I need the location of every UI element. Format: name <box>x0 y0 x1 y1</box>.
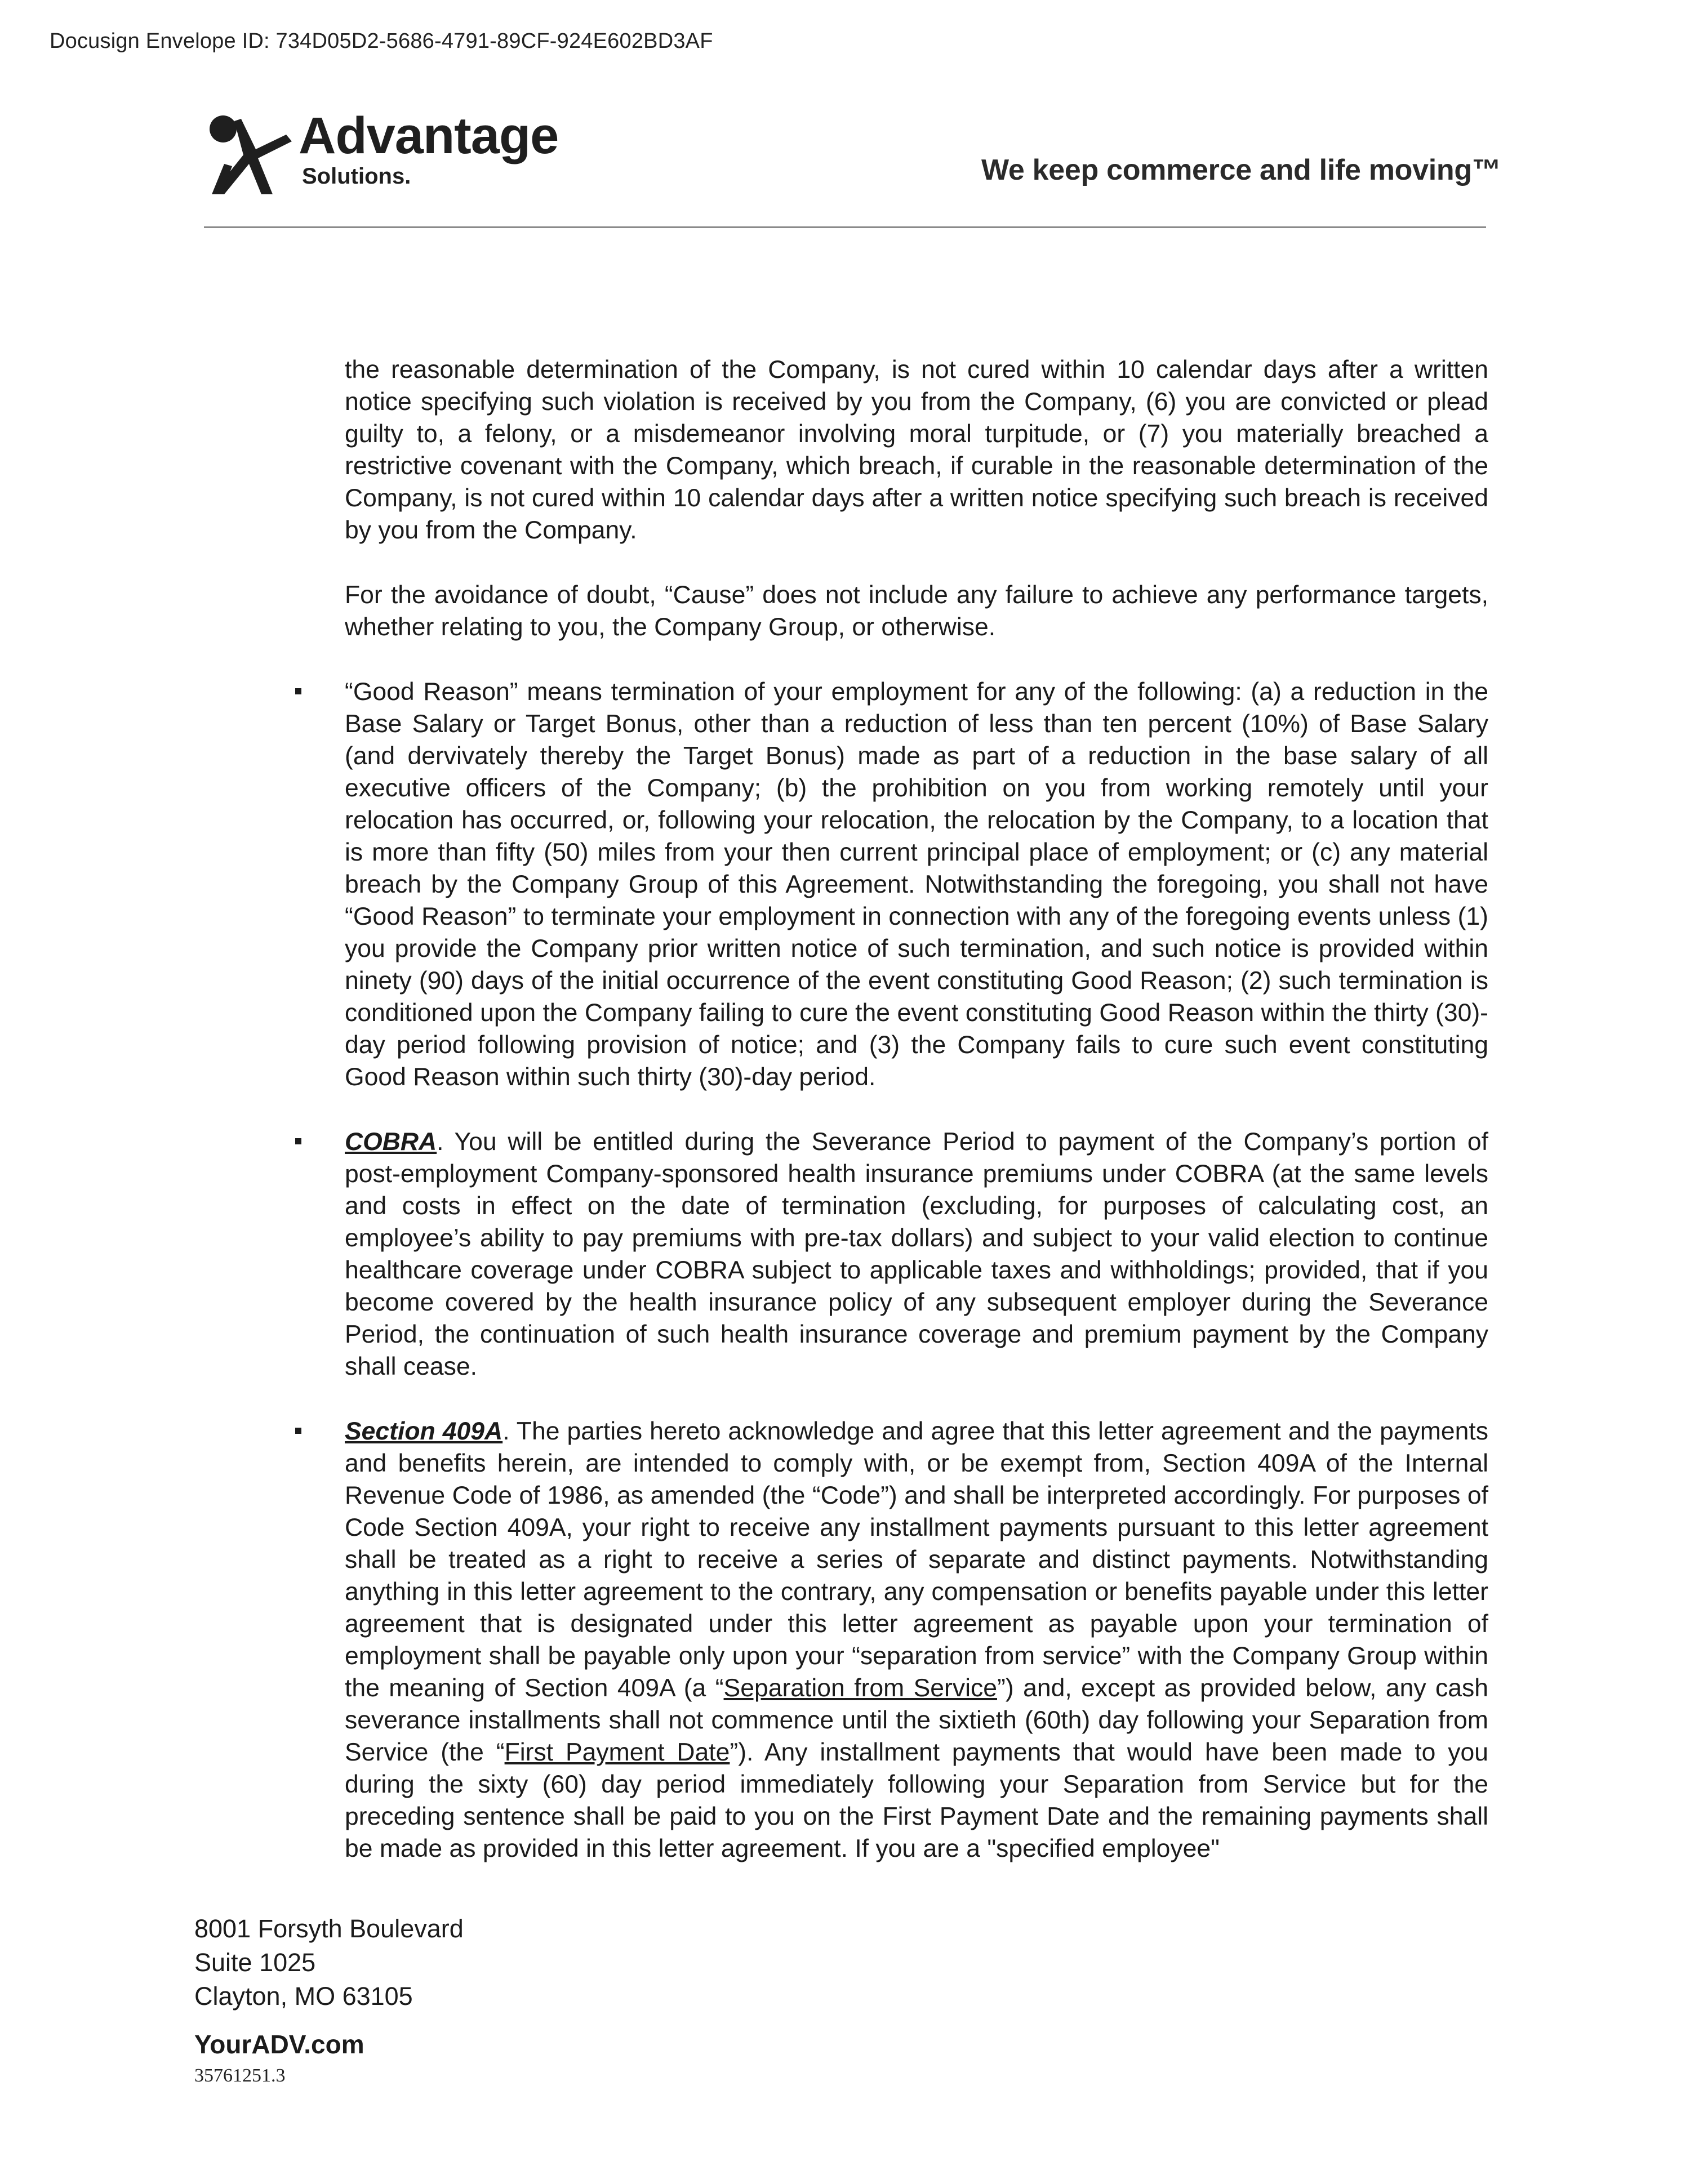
section-409a-text-1: . The parties hereto acknowledge and agree that this letter agreement and the payments and benefits herein, are intended to comply with, or be exempt from, Section 409A of the Internal Revenue Code of 1986, as amended (the “Code”) and shall be interpreted accordingly. For purposes of Code Section 409A, your right to receive any installment payments pursuant to this letter agreement shall be treated as a right to receive a series of separate and distinct payments. Notwithstanding anything in this letter agreement to the contrary, any compensation or benefits payable under this letter agreement that is designated under this letter agreement as payable upon your termination of employment shall be payable only upon your “separation from service” with the Company Group within the meaning of Section 409A (a “ <box>345 1418 1488 1702</box>
bullet-icon <box>295 1428 301 1434</box>
bullet-icon <box>295 688 301 694</box>
address-line-2: Suite 1025 <box>194 1948 316 1977</box>
section-409a-heading: Section 409A <box>345 1418 503 1445</box>
good-reason-text: “Good Reason” means termination of your employment for any of the following: (a) a reduction in the Base Salary or Target Bonus, other than a reduction of less than ten percent (10%) of Base Salary (and dervivately thereby the Target Bonus) made as part of a reduction in the base salary of all executive officers of the Company; (b) the prohibition on you from working remotely until your relocation has occurred, or, following your relocation, the relocation by the Company, to a location that is more than fifty (50) miles from your then current principal place of employment; or (c) any material breach by the Company Group of this Agreement. Notwithstanding the foregoing, you shall not have “Good Reason” to terminate your employment in connection with any of the foregoing events unless (1) you provide the Company prior written notice of such termination, and such notice is provided within ninety (90) days of the initial occurrence of the event constituting Good Reason; (2) such termination is conditioned upon the Company failing to cure the event constituting Good Reason within the thirty (30)-day period following provision of notice; and (3) the Company fails to cure such event constituting Good Reason within such thirty (30)-day period. <box>345 678 1488 1091</box>
list-item-cobra <box>345 1126 1488 1383</box>
section-409a-text-2: ”) and, except as provided below, any cash severance installments shall not commence until the sixtieth (60th) day following your Separation from Service (the “ <box>345 1674 1488 1766</box>
cause-clarification: For the avoidance of doubt, “Cause” does not include any failure to achieve any performance targets, whether relating to you, the Company Group, or otherwise. <box>345 581 1488 641</box>
advantage-figure-icon <box>202 110 297 194</box>
document-number: 35761251.3 <box>194 2065 286 2086</box>
address-line-1: 8001 Forsyth Boulevard <box>194 1914 464 1943</box>
tagline: We keep commerce and life moving™ <box>981 154 1501 186</box>
logo-wordmark: Advantage <box>299 107 559 164</box>
list-item-section-409a <box>345 1415 1488 1865</box>
section-409a-text-3: ”). Any installment payments that would have been made to you during the sixty (60) day period immediately following your Separation from Service but for the preceding sentence shall be paid to you on the First Payment Date and the remaining payments shall be made as provided in this letter agreement. If you are a "specified employee" <box>345 1739 1488 1862</box>
terms-list <box>345 676 1488 1865</box>
separation-from-service-term: Separation from Service <box>723 1674 998 1702</box>
first-payment-date-term: First Payment Date <box>504 1739 730 1766</box>
list-item-good-reason <box>345 676 1488 1093</box>
logo-subtitle: Solutions. <box>302 164 411 189</box>
header-divider <box>204 226 1486 228</box>
company-address <box>194 1912 464 2013</box>
address-line-3: Clayton, MO 63105 <box>194 1982 413 2011</box>
docusign-envelope-id: Docusign Envelope ID: 734D05D2-5686-4791-89CF-924E602BD3AF <box>50 29 713 53</box>
company-website: YourADV.com <box>194 2030 364 2059</box>
letter-body <box>345 354 1488 1897</box>
cause-definition-continued: the reasonable determination of the Company, is not cured within 10 calendar days after a written notice specifying such violation is received by you from the Company, (6) you are convicted or plead guilty to, a felony, or a misdemeanor involving moral turpitude, or (7) you materially breached a restrictive covenant with the Company, which breach, if curable in the reasonable determination of the Company, is not cured within 10 calendar days after a written notice specifying such breach is received by you from the Company. <box>345 356 1488 544</box>
bullet-icon <box>295 1138 301 1144</box>
cobra-heading: COBRA <box>345 1128 437 1156</box>
cobra-text: . You will be entitled during the Severance Period to payment of the Company’s portion of post-employment Company-sponsored health insurance premiums under COBRA (at the same levels and costs in effect on the date of termination (excluding, for purposes of calculating cost, an employee’s ability to pay premiums with pre-tax dollars) and subject to your valid election to continue healthcare coverage under COBRA subject to applicable taxes and withholdings; provided, that if you become covered by the health insurance policy of any subsequent employer during the Severance Period, the continuation of such health insurance coverage and premium payment by the Company shall cease. <box>345 1128 1488 1380</box>
company-logo <box>202 107 596 194</box>
